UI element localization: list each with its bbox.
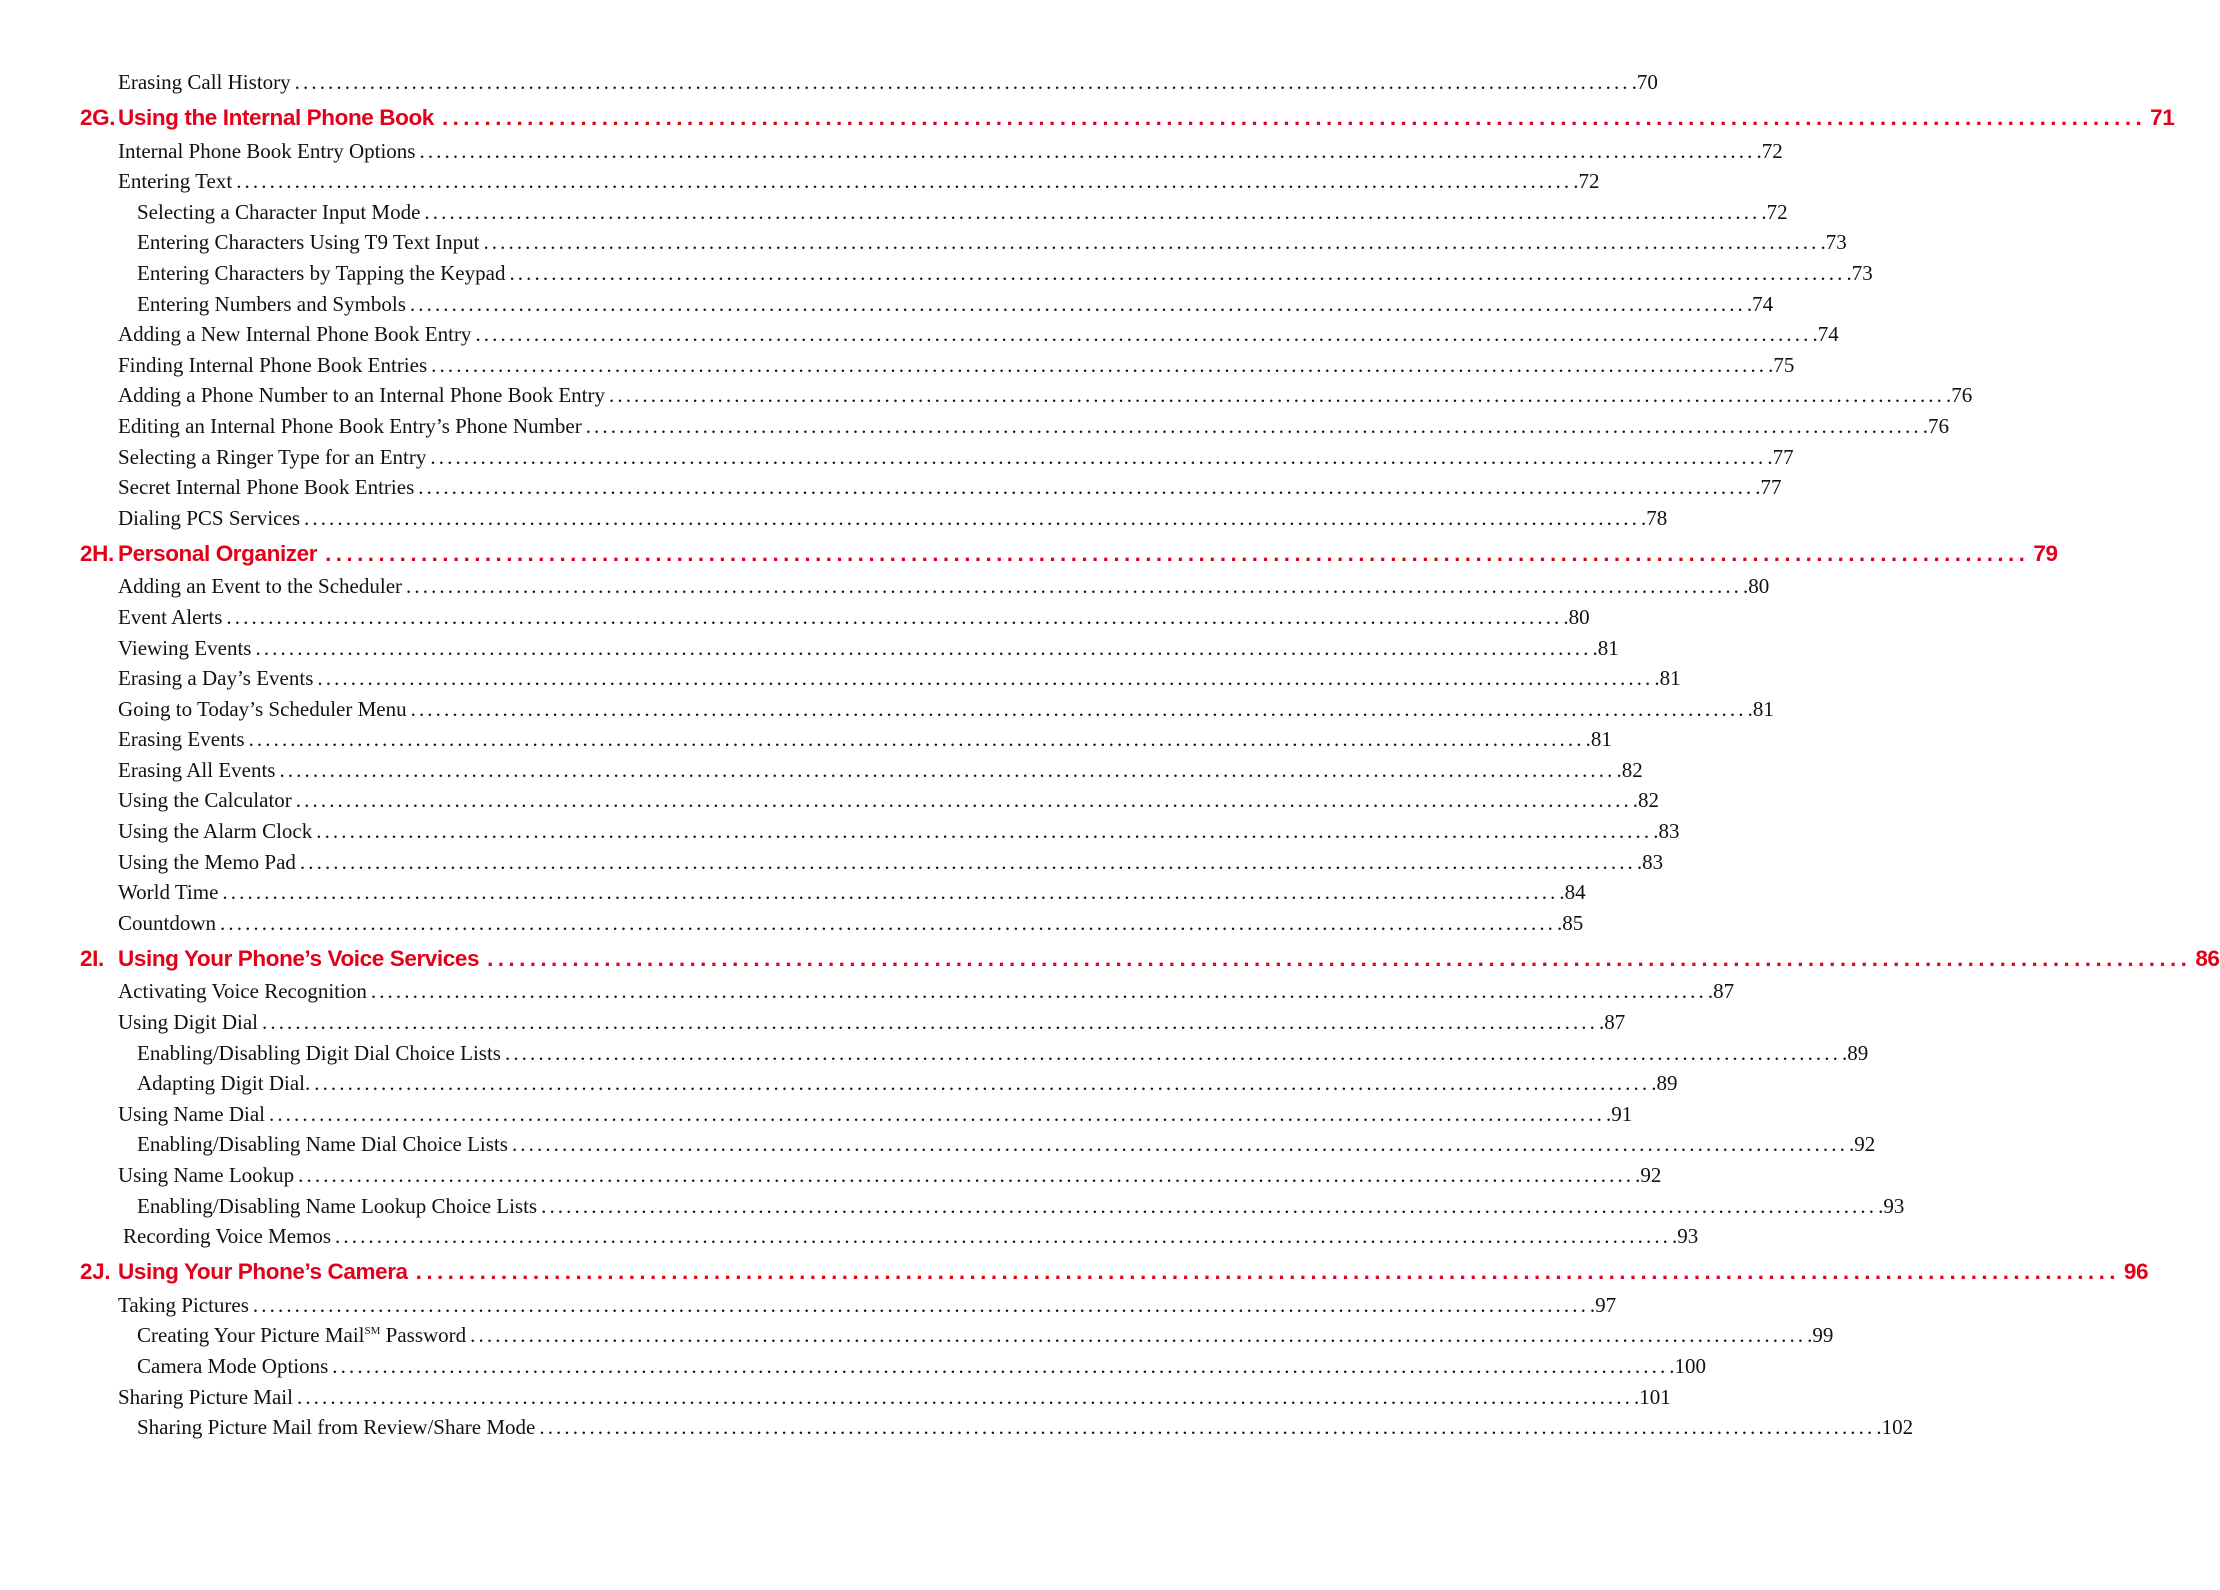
service-mark: SM: [364, 1325, 381, 1338]
toc-subentry: [80, 1415, 1914, 1446]
entry-title: [137, 292, 406, 317]
toc-entry: [80, 1163, 1662, 1194]
entry-title-text: Using the Calculator: [118, 788, 292, 813]
toc-entry: [80, 880, 1586, 911]
dot-leader: ................................................................................................................................................................: [609, 383, 1945, 408]
dot-leader: ................................................................................................................................................................: [511, 1132, 1848, 1157]
dot-leader: ................................................................................................................................................................: [255, 635, 1592, 660]
page-number: .81: [1592, 635, 1619, 660]
dot-leader: ................................................................................................................................................................: [409, 291, 1746, 316]
entry-title-text: Selecting a Character Input Mode: [137, 199, 421, 224]
entry-title: [118, 506, 300, 531]
entry-title-text: Erasing a Day’s Events: [118, 666, 314, 691]
page-number: .83: [1653, 819, 1680, 844]
entry-title: [123, 1224, 331, 1249]
toc-entry: [80, 444, 1794, 476]
page-number: 96: [2123, 1259, 2149, 1285]
dot-leader: ................................................................................................................................................................: [279, 757, 1616, 782]
entry-title-text: Internal Phone Book Entry Options: [118, 138, 416, 163]
dot-leader: ................................................................................................................................................................: [268, 1101, 1605, 1126]
toc-entry: [80, 505, 1668, 537]
entry-title-text: Enabling/Disabling Digit Dial Choice Lists: [137, 1040, 501, 1065]
entry-title-text: Enabling/Disabling Name Dial Choice Lists: [137, 1132, 508, 1157]
dot-leader: ................................................................................................................................................................: [431, 352, 1768, 377]
section-title: [118, 541, 317, 567]
toc-entry: [80, 1010, 1626, 1041]
toc-entry: [80, 352, 1795, 384]
dot-leader: ................................................................................................................................................................: [419, 138, 1756, 163]
toc-entry: [80, 666, 1681, 697]
toc-entry: [80, 635, 1619, 667]
dot-leader: ................................................................................................................................................................: [483, 230, 1820, 255]
entry-title-text: Entering Text: [118, 169, 233, 194]
entry-title-text: Recording Voice Memos: [123, 1224, 332, 1249]
entry-title: [137, 1132, 508, 1157]
dot-leader: ................................................................................................................................................................: [585, 413, 1922, 438]
dot-leader: ................................................................................................................................................................: [222, 880, 1559, 905]
dot-leader: ................................................................................................................................................................: [304, 505, 1640, 530]
entry-title-text: Entering Numbers and Symbols: [137, 291, 406, 316]
entry-title-text: Entering Characters Using T9 Text Input: [137, 230, 480, 255]
entry-title-text: Camera Mode Options: [137, 1353, 329, 1378]
page-number: .87: [1599, 1010, 1626, 1035]
dot-leader: ................................................................................................................................................................: [475, 322, 1812, 347]
toc-entry: [80, 788, 1660, 819]
entry-title: [118, 1163, 294, 1188]
entry-title-text: Event Alerts: [118, 604, 223, 629]
toc-entry: [80, 383, 1973, 414]
entry-title: [118, 727, 245, 752]
section-number: 2I.: [80, 945, 104, 971]
toc-subentry: [80, 1132, 1876, 1163]
entry-title-text: Using the Memo Pad: [118, 849, 296, 874]
entry-title-text: Sharing Picture Mail: [118, 1384, 293, 1409]
entry-title: [137, 1323, 466, 1348]
entry-title: [137, 1071, 310, 1096]
dot-leader: ................................................................................................................................................................: [470, 1323, 1807, 1348]
dot-leader: ................................................................................................................................................................: [487, 945, 2192, 971]
page-number: .76: [1922, 413, 1949, 438]
entry-title: [118, 1293, 249, 1318]
page-number: .73: [1846, 260, 1873, 285]
toc-section-heading: [80, 945, 2220, 979]
entry-title: [137, 200, 420, 225]
entry-title: [118, 880, 218, 905]
entry-title: [118, 911, 216, 936]
toc-entry: [80, 979, 1735, 1010]
entry-title: [118, 636, 251, 661]
entry-title-text: Erasing Events: [118, 727, 245, 752]
page-number: .85: [1557, 910, 1584, 935]
toc-entry: [80, 138, 1783, 170]
page-number: .77: [1767, 444, 1794, 469]
page-number: .74: [1812, 322, 1839, 347]
entry-title: [137, 261, 505, 286]
entry-title: [118, 139, 415, 164]
dot-leader: ................................................................................................................................................................: [441, 105, 2147, 131]
entry-title: [118, 445, 426, 470]
entry-title-text: Adding a Phone Number to an Internal Phone Book Entry: [118, 383, 605, 408]
dot-leader: ................................................................................................................................................................: [430, 444, 1767, 469]
entry-title-text: Countdown: [118, 910, 217, 935]
dot-leader: ................................................................................................................................................................: [509, 260, 1846, 285]
entry-title: [118, 850, 296, 875]
page-number: .93: [1878, 1193, 1905, 1218]
toc-entry: [80, 413, 1949, 445]
toc-section-heading: [80, 105, 2175, 138]
entry-title-text: Erasing Call History: [118, 70, 291, 94]
dot-leader: ................................................................................................................................................................: [504, 1040, 1841, 1065]
page-number: .84: [1559, 880, 1586, 905]
entry-title-text: Creating Your Picture Mail: [137, 1323, 365, 1348]
entry-title: [137, 1354, 328, 1379]
toc-subentry: [80, 260, 1873, 292]
entry-title: [118, 758, 275, 783]
entry-title: [137, 1041, 501, 1066]
entry-title-text: Using Your Phone’s Voice Services: [118, 945, 480, 971]
dot-leader: ................................................................................................................................................................: [248, 727, 1585, 752]
page-number: .77: [1755, 475, 1782, 500]
dot-leader: ................................................................................................................................................................: [296, 1384, 1633, 1409]
page-number: .83: [1636, 849, 1664, 874]
table-of-contents: [80, 70, 2220, 1446]
entry-title: [118, 383, 605, 408]
entry-title: [118, 353, 427, 378]
page-number: .87: [1707, 979, 1735, 1004]
page-number: .72: [1756, 138, 1783, 163]
dot-leader: ................................................................................................................................................................: [314, 1071, 1651, 1096]
entry-title-text: Erasing All Events: [118, 757, 276, 782]
page-number: .100: [1669, 1353, 1707, 1378]
toc-entry: [80, 819, 1680, 850]
dot-leader: ................................................................................................................................................................: [539, 1415, 1876, 1440]
dot-leader: ................................................................................................................................................................: [418, 475, 1755, 500]
entry-title-text: Taking Pictures: [118, 1292, 249, 1317]
entry-title-text: World Time: [118, 880, 219, 905]
entry-title: [137, 1194, 537, 1219]
page-number: .82: [1632, 788, 1660, 813]
page-number: .82: [1616, 757, 1643, 782]
toc-entry: [80, 70, 1658, 101]
dot-leader: ................................................................................................................................................................: [406, 574, 1743, 599]
entry-title-text: Using Your Phone’s Camera: [118, 1259, 408, 1285]
entry-title: [137, 230, 479, 255]
dot-leader: ................................................................................................................................................................: [252, 1292, 1589, 1317]
toc-subentry: [80, 1353, 1707, 1385]
toc-entry: [80, 849, 1664, 881]
entry-title-text: Entering Characters by Tapping the Keypad: [137, 260, 506, 285]
entry-title-text: Going to Today’s Scheduler Menu: [118, 696, 407, 721]
dot-leader: ................................................................................................................................................................: [325, 540, 2030, 566]
dot-leader: ................................................................................................................................................................: [541, 1193, 1878, 1218]
section-title: [118, 946, 479, 972]
dot-leader: ................................................................................................................................................................: [262, 1010, 1598, 1035]
dot-leader: ................................................................................................................................................................: [298, 1163, 1635, 1187]
page-number: .72: [1761, 199, 1788, 224]
page-number: .93: [1672, 1224, 1699, 1249]
dot-leader: ................................................................................................................................................................: [332, 1353, 1669, 1378]
entry-title: [118, 70, 291, 95]
toc-entry: [80, 727, 1612, 758]
dot-leader: ................................................................................................................................................................: [299, 849, 1636, 874]
toc-entry: [80, 696, 1774, 728]
page-number: .73: [1820, 230, 1847, 255]
toc-entry: [80, 475, 1782, 506]
section-title: [118, 1259, 408, 1285]
toc-entry: [80, 1224, 1699, 1255]
entry-title-text: Personal Organizer: [118, 540, 318, 566]
entry-title: [118, 788, 292, 813]
toc-entry: [80, 1101, 1633, 1133]
page-number: .70: [1631, 70, 1658, 94]
entry-title-text: Selecting a Ringer Type for an Entry: [118, 444, 427, 469]
entry-title: [118, 819, 312, 844]
entry-title: [118, 414, 582, 439]
toc-entry: [80, 1292, 1617, 1324]
page-number: .74: [1746, 291, 1774, 316]
page-number: .92: [1848, 1132, 1876, 1157]
entry-title-text: Viewing Events: [118, 635, 252, 660]
entry-title-text: Adapting Digit Dial.: [137, 1071, 311, 1096]
dot-leader: ................................................................................................................................................................: [294, 70, 1631, 94]
page-number: 79: [2033, 540, 2058, 566]
entry-title-text: Using Digit Dial: [118, 1010, 258, 1035]
entry-title: [118, 979, 367, 1004]
page-number: .97: [1589, 1292, 1617, 1317]
entry-title-text: Editing an Internal Phone Book Entry’s Phone Number: [118, 413, 582, 438]
toc-entry: [80, 322, 1839, 353]
page-number: .78: [1641, 505, 1668, 530]
toc-section-heading: [80, 1259, 2149, 1292]
entry-title-text: Dialing PCS Services: [118, 505, 300, 530]
toc-subentry: [80, 199, 1788, 231]
page-number: .80: [1743, 574, 1770, 599]
entry-title-text: Adding an Event to the Scheduler: [118, 574, 403, 599]
entry-title: [118, 322, 471, 347]
entry-title: [118, 574, 402, 599]
page-number: .80: [1563, 604, 1590, 629]
section-number: 2H.: [80, 540, 114, 566]
entry-title: [118, 1385, 293, 1410]
toc-entry: [80, 574, 1770, 605]
entry-title-text: Activating Voice Recognition: [118, 979, 367, 1004]
entry-title: [118, 666, 313, 691]
page-number: .101: [1633, 1384, 1671, 1409]
toc-entry: [80, 910, 1584, 942]
toc-entry: [80, 757, 1643, 789]
page-number: 86: [2195, 945, 2220, 971]
dot-leader: ................................................................................................................................................................: [226, 604, 1563, 629]
entry-title: [118, 169, 232, 194]
section-title: [118, 105, 434, 131]
entry-title: [137, 1415, 535, 1440]
entry-title-text: Using the Internal Phone Book: [118, 105, 434, 131]
toc-subentry: [80, 1040, 1869, 1072]
page-number: .91: [1605, 1101, 1633, 1126]
entry-title-text: Finding Internal Phone Book Entries: [118, 352, 428, 377]
page-number: .81: [1747, 696, 1774, 721]
toc-subentry: [80, 1193, 1905, 1225]
page-number: .76: [1946, 383, 1973, 408]
page-number: .72: [1573, 169, 1600, 194]
toc-subentry: [80, 291, 1774, 323]
toc-entry: [80, 604, 1590, 636]
dot-leader: ................................................................................................................................................................: [236, 169, 1573, 194]
page-number: .99: [1807, 1323, 1834, 1348]
entry-title-text: Secret Internal Phone Book Entries: [118, 475, 415, 500]
page-number: .89: [1841, 1040, 1869, 1065]
entry-title-text: Using the Alarm Clock: [118, 819, 313, 844]
dot-leader: ................................................................................................................................................................: [410, 696, 1747, 721]
dot-leader: ................................................................................................................................................................: [295, 788, 1632, 813]
dot-leader: ................................................................................................................................................................: [424, 199, 1761, 224]
dot-leader: ................................................................................................................................................................: [317, 666, 1654, 691]
dot-leader: ................................................................................................................................................................: [316, 819, 1653, 844]
dot-leader: ................................................................................................................................................................: [415, 1259, 2120, 1285]
dot-leader: ................................................................................................................................................................: [220, 910, 1557, 935]
entry-title-text: Adding a New Internal Phone Book Entry: [118, 322, 472, 347]
page-number: .89: [1651, 1071, 1678, 1096]
entry-title: [118, 605, 222, 630]
toc-subentry: [80, 1071, 1678, 1102]
page-number: .81: [1654, 666, 1681, 691]
entry-title: [118, 475, 414, 500]
entry-title-text: Sharing Picture Mail from Review/Share Mode: [137, 1415, 536, 1440]
entry-title-text-after: Password: [380, 1323, 467, 1348]
entry-title: [118, 697, 407, 722]
toc-subentry: [80, 1323, 1834, 1354]
toc-section-heading: [80, 540, 2058, 574]
entry-title-text: Enabling/Disabling Name Lookup Choice Lists: [137, 1193, 538, 1218]
toc-subentry: [80, 230, 1847, 261]
entry-title-text: Using Name Lookup: [118, 1163, 295, 1187]
entry-title: [118, 1102, 265, 1127]
section-number: 2J.: [80, 1259, 111, 1285]
toc-entry: [80, 169, 1600, 200]
page-number: .75: [1768, 352, 1795, 377]
page-number: 71: [2150, 105, 2175, 131]
page-number: .92: [1635, 1163, 1662, 1187]
toc-entry: [80, 1384, 1671, 1416]
section-number: 2G.: [80, 105, 116, 131]
dot-leader: ................................................................................................................................................................: [335, 1224, 1672, 1249]
page-number: .81: [1585, 727, 1612, 752]
entry-title-text: Using Name Dial: [118, 1101, 265, 1126]
entry-title: [118, 1010, 258, 1035]
dot-leader: ................................................................................................................................................................: [370, 979, 1707, 1004]
page-number: .102: [1876, 1415, 1914, 1440]
